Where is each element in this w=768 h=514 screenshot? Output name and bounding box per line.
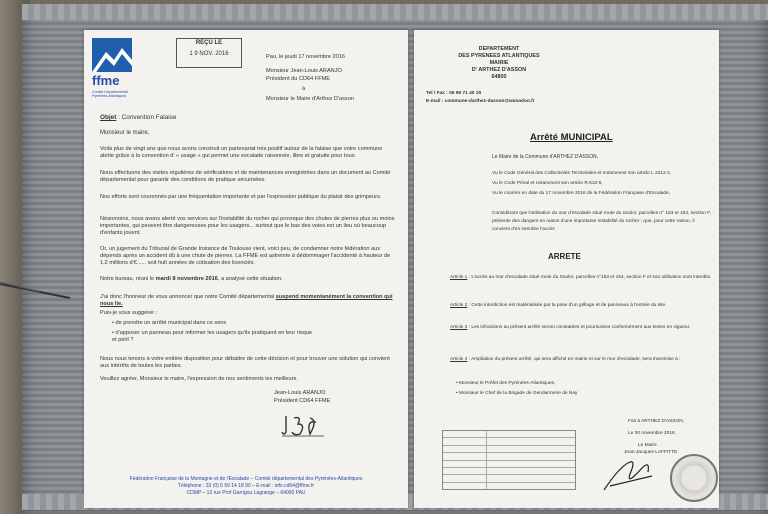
decree-intro: Le Maire de la Commune d'ARTHEZ D'ASSON, [492,154,599,160]
letter-salutation: Monsieur le maire, [100,130,150,136]
decree-vu: Vu le Code Pénal et notamment son article R.610-5, [492,181,603,186]
letter-meeting: Notre bureau, réuni le mardi 8 novembre 2016, a analysé cette situation. [100,276,283,282]
ffme-logo-text: ffme [92,73,120,88]
decree-title: Arrêté MUNICIPAL [530,132,613,143]
mountain-icon [92,38,132,72]
mayor-label: Le Maire [638,443,657,448]
decree-made-date: Le 30 novembre 2016 [628,431,675,436]
municipal-decree [414,30,719,508]
letter-paragraph: Voilà plus de vingt ans que nous avons construit un partenariat très positif autour de la falaise que votre commune abrite grâce à la convention d' « usage » qui permet une escalade raisonnée, libre et gratuite pour tous. [100,146,383,160]
tape-strip-top [22,4,768,20]
letter-from-name: Monsieur Jean-Louis ARANJO [266,68,342,74]
letter-paragraph: Or, un jugement du Tribunal de Grande Instance de Toulouse vient, voici peu, de condamner notre fédération aux dépends après un accident dû à une chute de pierres. La FFME est astreinte à dédommager l'accidenté à hauteur de 1,2 millions d'€...... soit huit années de cotisation des licenciés. [100,246,391,267]
letter-paragraph: Nous effectuons des visites régulières de vérifications et de maintenances enregistrées dans un document au Comité départemental pour garantir des conditions de pratique sécurisées. [100,170,391,184]
letter-sign-name: Jean-Louis ARANJO [274,390,326,396]
letter-object: Objet : Convention Falaise [100,114,177,121]
received-stamp [176,38,242,68]
mayor-signature-image [600,456,660,496]
letter-bullet: • d'apposer un panneau pour informer les usagers qu'ils pratiquent en leur risque et péril ? [112,330,313,344]
decree-made-at: Fait à ARTHEZ D'ASSON, [628,419,685,424]
decree-article: Article 3 : Les infractions au présent arrêté seront constatées et poursuivies conformément aux textes en vigueur. [450,325,691,330]
letter-closing: Nous nous tenons à votre entière disposition pour débattre de cette décision et pour trouver une solution qui convient aux intérêts de toutes les parties. [100,356,390,370]
stamp-title: REÇU LE [195,40,223,46]
dept-line: D' ARTHEZ D'ASSON [471,67,527,73]
mairie-contact: E-mail : commune-darthez-dasson@wanadoo.fr [426,99,535,104]
letter-paragraph: Néanmoins, nous avons alerté vos services sur l'instabilité du rocher qui provoque des chutes de pierres plus ou moins importantes, qui peuvent être dangereuses pour les usagers... surtout que le bas des voies est un lieu où beaucoup d'enfants jouent. [100,216,395,237]
dept-line: DEPARTEMENT [478,46,520,52]
letter-suggest-intro: Puis-je vous suggérer : [100,310,158,316]
decree-section-title: ARRETE [548,252,581,261]
ffme-letter [84,30,408,508]
dept-line: 64800 [491,74,507,80]
letter-footer-line: Fédération Française de la Montagne et de l'Escalade – Comité départemental des Pyrénées-Atlantiques [129,476,363,482]
decree-vu: Vu le courrier en date du 17 novembre 2016 de la Fédération Française d'Escalade, [492,191,671,196]
decree-article: Article 4 : Ampliation du présent arrêté, qui sera affiché en mairie et sur le mur d'escalade, sera transmise à : [450,357,681,362]
ffme-logo-subtitle: Comité Départemental Pyrénées-Atlantiques [92,90,128,99]
decree-recipient: • Monsieur le Préfet des Pyrénées-Atlantiques, [456,381,556,386]
dept-line: DES PYRENEES ATLANTIQUES [458,53,540,59]
stamp-date: 1 9 NOV. 2016 [189,51,229,57]
decree-article: Article 1 : L'accès au mur d'escalade situé route du Soulor, parcelles n°153 et 154, section F et son utilisation sont interdits. [450,275,712,280]
letter-place-date: Pau, le jeudi 17 novembre 2016 [266,54,345,60]
letter-bullet: • de prendre un arrêté municipal dans ce sens [112,320,227,326]
letter-to-prefix: à [302,86,306,92]
decree-vu: Vu le Code Général des Collectivités Territoriales et notamment son article L 2212-2, [492,171,672,176]
mairie-contact: Tel / Fax : 05 59 71 40 15 [426,91,482,96]
signature-image [280,410,330,440]
decree-article: Article 2 : Cette interdiction est matérialisée par la pose d'un grillage et de panneaux à l'entrée du site. [450,303,667,308]
letter-footer-line: CDMP – 12 rue Prof Garrigou Lagrange – 64000 PAU [186,490,306,496]
decree-recipient: • Monsieur le Chef de la Brigade de Gendarmerie de Nay [456,391,578,396]
letter-from-title: Président du CD64 FFME [266,76,331,82]
letter-closing: Veuillez agréer, Monsieur le maire, l'expression de nos sentiments les meilleurs. [100,376,298,382]
ffme-logo [92,38,132,72]
letter-announcement: J'ai donc l'honneur de vous annoncer que notre Comité départemental suspend momentanément la convention qui nous lie. [100,294,393,308]
letter-footer-line: Téléphone : 33 (0) 5 59 14 18 90 – E-mail : info.cd64@ffme.fr [177,483,315,489]
letter-paragraph: Nos efforts sont couronnés par une fréquentation importante et par l'expression publique du plaisir des grimpeurs. [100,194,382,200]
letter-sign-title: Président CD64 FFME [274,398,331,404]
dept-line: MAIRIE [489,60,509,66]
letter-to-name: Monsieur le Maire d'Arthez D'asson [266,96,354,102]
wire-cable [0,270,80,310]
mairie-seal-image [670,454,718,502]
register-table [442,430,576,490]
decree-considering: Considérant que l'utilisation du mur d'escalade situé route du Soulor, parcelles n° 153 et 154, section F, présente des dangers en raison d'une importante instabilité du rocher ; que, pour cette raison, il convient d'en interdire l'accès [492,211,711,232]
mayor-name: Jean-Jacques LAFFITTE [624,450,678,455]
